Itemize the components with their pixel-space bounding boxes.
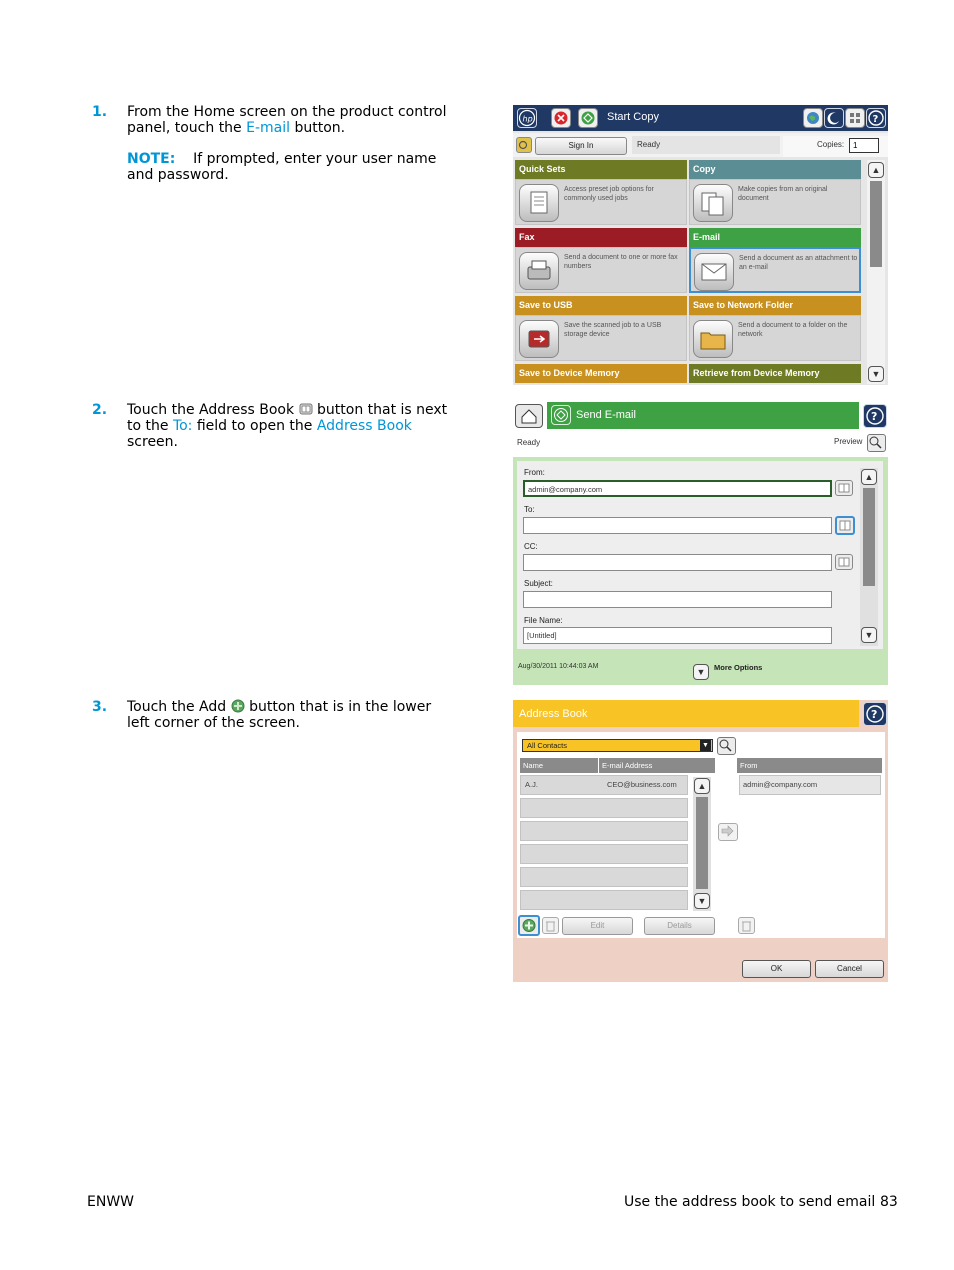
to-label: To: [524,505,535,514]
from-row [739,775,881,795]
trash-icon[interactable] [542,917,559,934]
page-number: 83 [880,1194,898,1210]
scroll-thumb[interactable] [863,488,875,586]
scroll-up-icon[interactable]: ▲ [694,778,710,794]
add-icon [231,699,245,713]
subject-label: Subject: [524,579,553,588]
network-icon[interactable] [845,108,865,128]
contacts-filter-select[interactable]: All Contacts [522,739,713,752]
status-text: Ready [517,438,541,447]
tile-copy[interactable] [689,179,861,225]
tile-save-memory-header[interactable]: Save to Device Memory [515,364,687,383]
row-email: CEO@business.com [607,780,677,789]
footer-left: ENWW [87,1194,135,1210]
table-row[interactable] [520,775,688,795]
copies-label: Copies: [817,140,845,149]
scroll-down-icon[interactable]: ▼ [868,366,884,382]
row-name: A.J. [525,780,538,789]
file-name-field[interactable]: [Untitled] [523,627,832,644]
table-row[interactable] [520,798,688,818]
details-button[interactable]: Details [644,917,715,935]
fax-icon [519,252,559,290]
column-header-name[interactable]: Name [520,758,598,773]
timestamp: Aug/30/2011 10:44:03 AM [518,663,599,670]
column-header-email[interactable]: E-mail Address [599,758,715,773]
tile-email[interactable] [689,247,861,293]
svg-text:?: ? [871,410,878,423]
step-number: 2. [92,402,108,418]
signin-icon [516,137,532,153]
help-icon[interactable] [866,108,886,128]
address-book-link[interactable]: Address Book [316,418,412,434]
tile-retrieve-memory-header[interactable]: Retrieve from Device Memory [689,364,861,383]
add-button[interactable] [518,915,540,936]
search-icon[interactable] [717,737,736,755]
step-3-text: Touch the Add button that is in the lower left corner of the screen. [127,699,432,731]
tile-quick-sets-header[interactable]: Quick Sets [515,160,687,179]
envelope-icon [694,253,734,291]
tile-fax[interactable] [515,247,687,293]
arrow-right-icon[interactable] [718,823,738,841]
table-row[interactable] [520,867,688,887]
help-icon[interactable] [863,702,887,726]
svg-text:hp: hp [522,114,533,124]
table-row[interactable] [520,821,688,841]
to-field[interactable] [523,517,832,534]
copy-icon [693,184,733,222]
tile-save-network-header[interactable]: Save to Network Folder [689,296,861,315]
tile-fax-header[interactable]: Fax [515,228,687,247]
address-book-icon [299,402,313,416]
preview-label[interactable]: Preview [834,437,863,446]
start-icon[interactable] [578,108,598,128]
scroll-up-icon[interactable]: ▲ [868,162,884,178]
step-number: 3. [92,699,108,715]
scroll-thumb[interactable] [870,181,882,267]
tile-description: Send a document to a folder on the network [738,322,848,338]
address-book-icon[interactable] [835,480,853,496]
column-header-from: From [737,758,882,773]
home-screen-panel [513,105,888,385]
quick-sets-icon [519,184,559,222]
folder-icon [693,320,733,358]
send-email-title: Send E-mail [576,409,636,421]
subject-field[interactable] [523,591,832,608]
step-number: 1. [92,104,108,120]
home-icon[interactable] [515,404,543,428]
help-icon[interactable] [863,404,887,428]
cancel-button[interactable]: Cancel [815,960,884,978]
scroll-up-icon[interactable]: ▲ [861,469,877,485]
scroll-down-icon[interactable]: ▼ [694,893,710,909]
tile-description: Send a document as an attachment to an e-mail [739,255,858,271]
hp-logo-icon[interactable] [517,108,537,128]
address-book-title: Address Book [519,708,588,720]
scroll-down-icon[interactable]: ▼ [861,627,877,643]
tile-save-usb[interactable] [515,315,687,361]
start-copy-label[interactable]: Start Copy [607,111,659,123]
step-1-text: From the Home screen on the product control panel, touch the E-mail button. [127,104,447,136]
more-options-icon[interactable]: ▼ [693,664,709,680]
table-row[interactable] [520,890,688,910]
from-label: From: [524,468,545,477]
globe-icon[interactable] [803,108,823,128]
chevron-down-icon[interactable]: ▼ [700,740,711,751]
svg-text:?: ? [871,708,878,721]
to-field-link[interactable]: To: [172,418,193,434]
start-icon[interactable] [551,405,571,425]
from-value: admin@company.com [743,780,818,789]
sleep-icon[interactable] [824,108,844,128]
edit-button[interactable]: Edit [562,917,633,935]
tile-description: Access preset job options for commonly used jobs [564,186,654,202]
tile-description: Save the scanned job to a USB storage device [564,322,662,338]
preview-search-icon[interactable] [867,434,886,452]
cc-label: CC: [524,542,538,551]
svg-text:?: ? [872,114,879,125]
address-book-icon[interactable] [835,516,855,535]
from-field[interactable]: admin@company.com [523,480,832,497]
footer-title: Use the address book to send email [624,1194,876,1210]
tile-quick-sets[interactable] [515,179,687,225]
sign-in-button[interactable]: Sign In [535,137,627,155]
send-email-panel [513,402,888,685]
tile-save-usb-header[interactable]: Save to USB [515,296,687,315]
tile-save-network[interactable] [689,315,861,361]
usb-icon [519,320,559,358]
trash-icon[interactable] [738,917,755,934]
more-options-label[interactable]: More Options [714,663,763,672]
tile-description: Make copies from an original document [738,186,828,202]
tile-description: Send a document to one or more fax numbers [564,254,678,270]
note: NOTE: If prompted, enter your user name and password. [127,151,437,183]
tile-copy-header[interactable]: Copy [689,160,861,179]
file-name-label: File Name: [524,616,563,625]
scroll-thumb[interactable] [696,797,708,889]
tile-email-header[interactable]: E-mail [689,228,861,247]
stop-icon[interactable] [551,108,571,128]
cc-field[interactable] [523,554,832,571]
copies-input[interactable]: 1 [849,138,879,153]
status-text: Ready [637,140,661,149]
step-2-text: Touch the Address Book button that is next to the To: field to open the Address Book screen. [127,402,448,450]
email-link[interactable]: E-mail [246,120,291,136]
address-book-panel [513,700,888,982]
table-row[interactable] [520,844,688,864]
ok-button[interactable]: OK [742,960,811,978]
address-book-icon[interactable] [835,554,853,570]
